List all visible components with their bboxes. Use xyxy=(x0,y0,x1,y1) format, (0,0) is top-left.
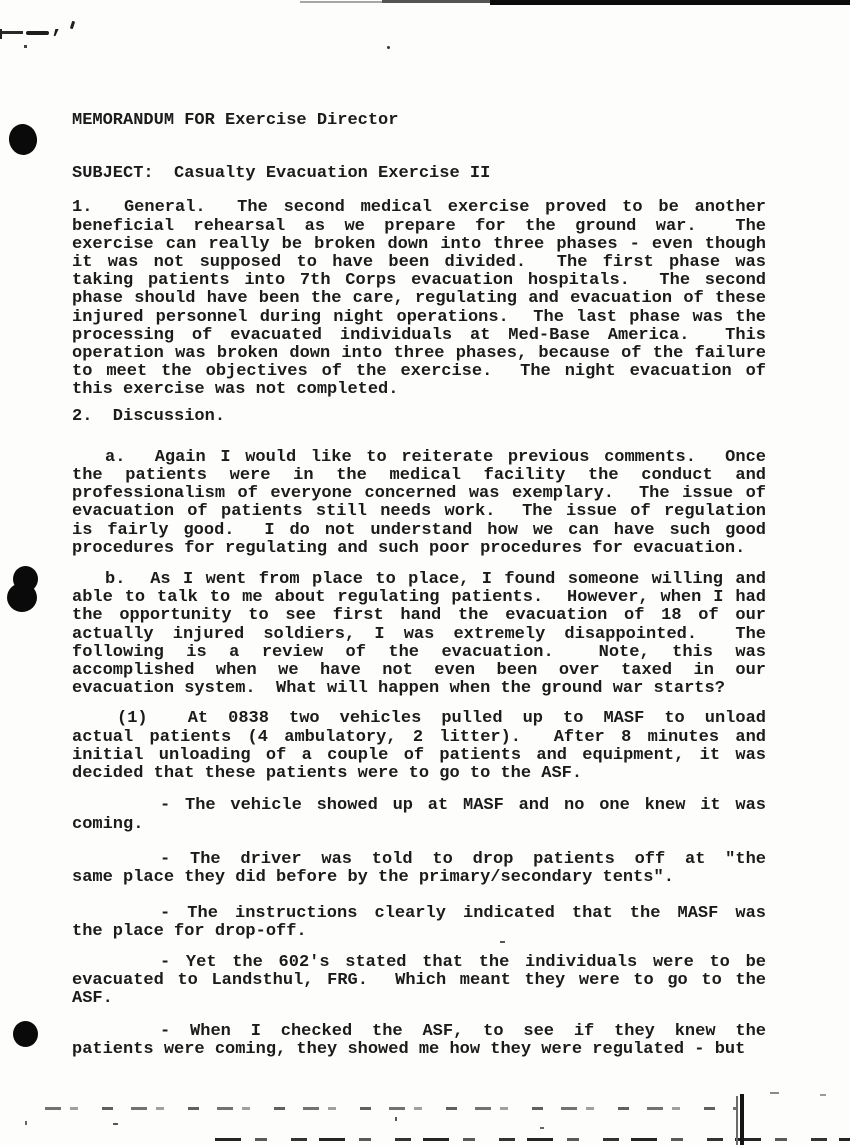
text-line: taking patients into 7th Corps evacuation hospitals. The second xyxy=(72,271,766,291)
memo-body xyxy=(72,0,766,1060)
bullet-vehicle-arrival xyxy=(72,797,766,833)
paragraph-2b xyxy=(72,571,766,698)
text-line: decided that these patients were to go to the ASF. xyxy=(72,764,583,784)
text-line: following is a review of the evacuation. Note, this was xyxy=(72,642,766,662)
speck-mark xyxy=(395,1117,397,1121)
text-line: 2. Discussion. xyxy=(72,406,226,426)
text-line: - Yet the 602's stated that the individuals were to be xyxy=(160,952,766,972)
hole-punch-bottom xyxy=(13,1021,38,1047)
text-line: injured personnel during night operations. The last phase was the xyxy=(72,307,766,327)
speck-mark xyxy=(820,1094,826,1096)
text-line: (1) At 0838 two vehicles pulled up to MASF to unload xyxy=(117,709,766,729)
text-line: it was not supposed to have been divided. The first phase was xyxy=(72,253,766,273)
text-line: patients were coming, they showed me how they were regulated - but xyxy=(72,1040,746,1060)
top-left-comma-mark: , xyxy=(51,16,64,39)
bullet-602s xyxy=(72,954,766,1009)
text-line: this exercise was not completed. xyxy=(72,380,399,400)
right-double-vertical-line xyxy=(736,1096,738,1145)
speck-mark xyxy=(25,1121,27,1125)
text-line: phase should have been the care, regulating and evacuation of these xyxy=(72,289,766,309)
text-line: actually injured soldiers, I was extremely disappointed. The xyxy=(72,624,766,644)
text-line: a. Again I would like to reiterate previous comments. Once xyxy=(105,447,766,467)
text-line: evacuation system. What will happen when the ground war starts? xyxy=(72,679,725,699)
text-line: the patients were in the medical facility the conduct and xyxy=(72,466,766,486)
text-line: ASF. xyxy=(72,988,113,1008)
text-line: - The driver was told to drop patients off at "the xyxy=(160,849,766,869)
memo-heading-text: MEMORANDUM FOR Exercise Director xyxy=(72,111,399,130)
bullet-asf-check xyxy=(72,1023,766,1059)
memo-subject xyxy=(72,165,766,183)
text-line: the place for drop-off. xyxy=(72,922,307,942)
paragraph-1-general xyxy=(72,199,766,399)
text-line: to meet the objectives of the exercise. The night evacuation of xyxy=(72,362,766,382)
text-line: initial unloading of a couple of patients and equipment, it was xyxy=(72,745,766,765)
text-line: coming. xyxy=(72,814,144,834)
bottom-dashed-scan-line-upper xyxy=(45,1107,737,1110)
speck-mark xyxy=(113,1123,118,1125)
speck-mark xyxy=(770,1092,779,1094)
top-left-dash-line xyxy=(26,31,49,35)
text-line: - The vehicle showed up at MASF and no one knew it was xyxy=(160,796,766,816)
text-line: same place they did before by the primary/secondary tents". xyxy=(72,867,674,887)
paragraph-2b-1 xyxy=(72,710,766,783)
text-line: is fairly good. I do not understand how we can have such good xyxy=(72,520,766,540)
text-line: able to talk to me about regulating patients. However, when I had xyxy=(72,588,766,608)
text-line: accomplished when we have not even been over taxed in our xyxy=(72,661,766,681)
text-line: evacuated to Landsthul, FRG. Which meant they were to go to the xyxy=(72,970,766,990)
top-left-dash-line xyxy=(1,31,23,34)
text-line: actual patients (4 ambulatory, 2 litter). After 8 minutes and xyxy=(72,727,766,747)
bottom-dashed-scan-line-lower xyxy=(215,1138,850,1141)
text-line: operation was broken down into three phases, because of the failure xyxy=(72,344,766,364)
text-line: b. As I went from place to place, I found someone willing and xyxy=(105,570,766,590)
speck-mark xyxy=(540,1127,544,1129)
text-line: exercise can really be broken down into three phases - even though xyxy=(72,234,766,254)
text-line: procedures for regulating and such poor procedures for evacuation. xyxy=(72,538,746,558)
bullet-driver-instructions xyxy=(72,851,766,887)
text-line: evacuation of patients still needs work. The issue of regulation xyxy=(72,502,766,522)
hole-punch-middle xyxy=(7,583,37,612)
paragraph-2a xyxy=(72,449,766,558)
memo-subject-text: SUBJECT: Casualty Evacuation Exercise II xyxy=(72,164,491,184)
speck-mark xyxy=(24,45,27,48)
bullet-masf-dropoff xyxy=(72,905,766,941)
text-line: processing of evacuated individuals at Med-Base America. This xyxy=(72,325,766,345)
text-line: - The instructions clearly indicated that the MASF was xyxy=(160,904,766,924)
text-line: professionalism of everyone concerned was exemplary. The issue of xyxy=(72,484,766,504)
text-line: - When I checked the ASF, to see if they knew the xyxy=(160,1022,766,1042)
paragraph-2-discussion xyxy=(72,408,766,426)
text-line: 1. General. The second medical exercise proved to be another xyxy=(72,198,766,218)
text-line: the opportunity to see first hand the evacuation of 18 of our xyxy=(72,606,766,626)
text-line: beneficial rehearsal as we prepare for the ground war. The xyxy=(72,216,766,236)
hole-punch-top xyxy=(7,122,39,157)
right-double-vertical-line xyxy=(740,1094,744,1145)
memo-heading xyxy=(72,112,766,130)
